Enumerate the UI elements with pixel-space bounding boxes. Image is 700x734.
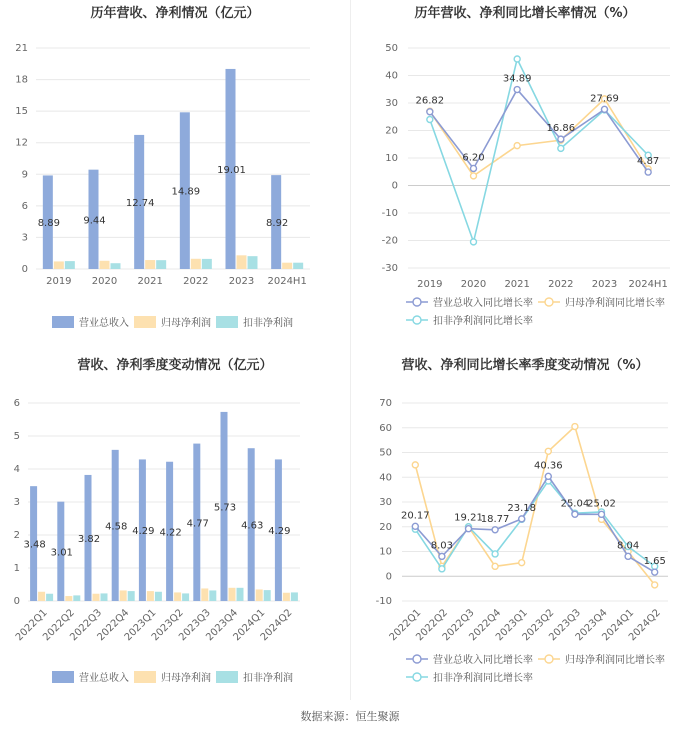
data-point <box>471 173 477 179</box>
data-point <box>439 553 445 559</box>
x-tick-label: 2022Q1 <box>13 607 50 644</box>
legend-marker[interactable] <box>545 655 553 663</box>
y-tick-label: 70 <box>379 398 392 409</box>
y-tick-label: 20 <box>385 125 398 137</box>
bar <box>293 263 303 269</box>
x-tick-label: 2024Q2 <box>626 607 663 644</box>
bar <box>111 263 121 269</box>
annual-growth-rate-chart <box>350 0 700 350</box>
y-tick-label: 30 <box>385 98 398 109</box>
y-tick-label: 1 <box>13 563 20 574</box>
bar <box>229 588 236 601</box>
legend-label: 营业总收入同比增长率 <box>433 298 533 309</box>
data-label: 8.04 <box>616 540 640 552</box>
bar <box>264 590 271 601</box>
bar <box>202 259 212 269</box>
data-point <box>514 56 520 62</box>
x-tick-label: 2024H1 <box>628 279 668 290</box>
chart-svg <box>0 352 350 702</box>
quarterly-revenue-profit-chart <box>0 352 350 702</box>
legend-label: 营业总收入同比增长率 <box>433 655 533 666</box>
x-tick-label: 2021 <box>504 279 530 290</box>
data-point <box>572 511 578 517</box>
y-tick-label: 20 <box>379 521 392 533</box>
data-label: 4.77 <box>186 518 209 530</box>
bar <box>191 259 201 269</box>
data-point <box>652 582 658 588</box>
data-label: 14.89 <box>171 186 201 198</box>
data-point <box>545 473 551 479</box>
data-point <box>427 109 433 115</box>
legend-label: 归母净利润 <box>161 673 211 684</box>
data-label: 16.86 <box>546 123 576 135</box>
bar <box>46 594 53 601</box>
chart-title: 营收、净利同比增长率季度变动情况（%） <box>401 358 649 373</box>
x-tick-label: 2023Q1 <box>493 607 530 644</box>
x-tick-label: 2023Q4 <box>204 607 241 644</box>
legend-swatch[interactable] <box>134 671 156 683</box>
legend-swatch[interactable] <box>52 316 74 328</box>
x-tick-label: 2023Q3 <box>547 607 584 644</box>
legend-label: 归母净利润同比增长率 <box>565 298 665 309</box>
chart-title: 历年营收、净利情况（亿元） <box>90 6 260 21</box>
data-point <box>652 569 658 575</box>
legend-marker[interactable] <box>545 298 553 306</box>
data-label: 25.04 <box>560 498 590 510</box>
y-tick-label: 0 <box>391 180 398 192</box>
x-tick-label: 2022Q3 <box>68 607 105 644</box>
legend-label: 扣非净利润 <box>243 318 293 329</box>
data-label: 4.63 <box>241 520 264 532</box>
legend-swatch[interactable] <box>216 671 238 683</box>
legend-marker[interactable] <box>413 298 421 306</box>
data-label: 23.18 <box>507 502 537 514</box>
data-point <box>471 239 477 245</box>
data-label: 3.82 <box>77 533 101 545</box>
x-tick-label: 2023 <box>591 279 618 290</box>
data-point <box>439 566 445 572</box>
data-point <box>466 526 472 532</box>
legend-marker[interactable] <box>413 316 421 324</box>
x-tick-label: 2022 <box>548 279 574 290</box>
x-tick-label: 2020 <box>91 276 118 287</box>
bar <box>73 595 80 601</box>
x-tick-label: 2024Q1 <box>231 607 268 644</box>
x-tick-label: 2023Q1 <box>122 607 159 644</box>
x-tick-label: 2019 <box>46 276 72 287</box>
data-label: 19.01 <box>217 164 246 176</box>
bar <box>248 256 258 269</box>
data-label: 12.74 <box>125 197 155 209</box>
x-tick-label: 2022Q1 <box>387 607 424 644</box>
series-line <box>415 476 654 572</box>
legend-label: 扣非净利润同比增长率 <box>433 673 533 684</box>
legend-swatch[interactable] <box>52 671 74 683</box>
x-tick-label: 2022Q2 <box>41 607 77 644</box>
data-point <box>599 511 605 517</box>
x-tick-label: 2022 <box>183 276 209 287</box>
data-point <box>558 145 564 151</box>
y-tick-label: -30 <box>381 263 398 274</box>
data-point <box>427 117 433 123</box>
y-tick-label: 40 <box>385 70 398 82</box>
y-tick-label: 10 <box>379 546 392 558</box>
data-point <box>572 424 578 430</box>
bar <box>283 593 290 601</box>
data-point <box>514 87 520 93</box>
y-tick-label: 2 <box>13 530 20 541</box>
data-label: 3.01 <box>50 547 73 559</box>
bar <box>145 260 155 269</box>
series-line <box>430 99 648 176</box>
bar <box>101 593 108 601</box>
y-tick-label: 0 <box>385 571 392 583</box>
data-label: 26.82 <box>415 95 445 107</box>
data-point <box>492 527 498 533</box>
y-tick-label: 3 <box>13 497 20 508</box>
legend-swatch[interactable] <box>216 316 238 328</box>
y-tick-label: 10 <box>385 153 398 164</box>
data-label: 34.89 <box>502 73 532 85</box>
y-tick-label: 18 <box>15 74 28 86</box>
x-tick-label: 2022Q4 <box>467 607 504 644</box>
x-tick-label: 2023Q2 <box>520 607 557 644</box>
bar <box>155 592 162 601</box>
data-label: 25.02 <box>587 498 616 510</box>
bar <box>256 589 263 601</box>
data-point <box>471 165 477 171</box>
y-tick-label: 60 <box>379 422 392 434</box>
data-point <box>492 563 498 569</box>
data-label: 1.65 <box>643 556 666 568</box>
x-tick-label: 2022Q2 <box>414 607 451 644</box>
data-label: 4.29 <box>132 526 155 538</box>
x-tick-label: 2022Q3 <box>440 607 477 644</box>
legend-marker[interactable] <box>413 655 421 663</box>
y-tick-label: 12 <box>15 137 28 149</box>
x-tick-label: 2019 <box>417 279 443 290</box>
y-tick-label: 40 <box>379 472 392 484</box>
legend-label: 营业总收入 <box>79 318 129 329</box>
y-tick-label: 50 <box>379 447 392 459</box>
x-tick-label: 2024Q1 <box>600 607 637 644</box>
data-point <box>412 523 418 529</box>
legend-label: 归母净利润 <box>161 318 211 329</box>
bar <box>54 261 64 269</box>
legend-marker[interactable] <box>413 673 421 681</box>
chart-svg <box>350 352 700 702</box>
x-tick-label: 2023Q2 <box>149 607 186 644</box>
data-label: 40.36 <box>533 460 563 472</box>
data-label: 8.89 <box>37 218 60 230</box>
series-line <box>415 481 654 569</box>
chart-svg <box>350 0 700 350</box>
y-tick-label: 21 <box>15 43 28 54</box>
data-label: 18.77 <box>480 513 510 525</box>
bar <box>100 261 110 269</box>
data-point <box>492 551 498 557</box>
data-point <box>558 136 564 142</box>
bar <box>38 592 45 601</box>
data-label: 4.29 <box>268 526 291 538</box>
bar <box>156 260 166 269</box>
bar <box>120 590 127 601</box>
bar <box>128 591 135 601</box>
data-label: 8.03 <box>430 540 454 552</box>
y-tick-label: 50 <box>385 43 398 54</box>
y-tick-label: 5 <box>13 431 20 442</box>
data-source-footer: 数据来源：恒生聚源 <box>300 710 400 723</box>
bar <box>182 593 189 601</box>
x-tick-label: 2023Q3 <box>177 607 213 644</box>
y-tick-label: 0 <box>13 596 20 607</box>
data-label: 27.69 <box>590 93 619 105</box>
y-tick-label: 6 <box>13 398 20 409</box>
data-point <box>514 143 520 149</box>
data-point <box>412 462 418 468</box>
annual-revenue-profit-chart <box>0 0 350 350</box>
quarterly-growth-rate-chart <box>350 352 700 702</box>
data-point <box>519 516 525 522</box>
data-label: 9.44 <box>83 215 106 227</box>
legend-swatch[interactable] <box>134 316 156 328</box>
bar <box>237 588 244 601</box>
bar <box>291 592 298 601</box>
y-tick-label: -20 <box>381 235 398 247</box>
bar <box>174 592 181 601</box>
y-tick-label: 6 <box>21 200 28 212</box>
chart-title: 历年营收、净利同比增长率情况（%） <box>414 6 636 21</box>
y-tick-label: 30 <box>379 497 392 508</box>
data-label: 8.92 <box>266 218 289 230</box>
y-tick-label: 3 <box>21 232 28 244</box>
bar <box>209 590 216 601</box>
bar <box>237 255 247 269</box>
data-label: 4.22 <box>159 527 182 539</box>
y-tick-label: 9 <box>21 169 28 181</box>
data-label: 6.20 <box>462 152 485 164</box>
bar <box>93 594 100 601</box>
bar <box>282 263 292 269</box>
data-point <box>625 553 631 559</box>
x-tick-label: 2024H1 <box>267 276 307 287</box>
data-point <box>519 560 525 566</box>
data-point <box>645 169 651 175</box>
x-tick-label: 2021 <box>137 276 163 287</box>
data-point <box>545 448 551 454</box>
chart-title: 营收、净利季度变动情况（亿元） <box>77 358 273 373</box>
legend-label: 扣非净利润同比增长率 <box>433 316 533 327</box>
data-label: 5.73 <box>213 502 237 514</box>
x-tick-label: 2024Q2 <box>258 607 295 644</box>
x-tick-label: 2022Q4 <box>95 607 132 644</box>
y-tick-label: 15 <box>15 106 28 118</box>
legend-label: 扣非净利润 <box>243 673 293 684</box>
x-tick-label: 2023 <box>228 276 255 287</box>
series-line <box>430 59 648 242</box>
y-tick-label: -10 <box>381 208 398 219</box>
chart-svg <box>0 0 350 350</box>
data-label: 4.87 <box>637 156 660 168</box>
x-tick-label: 2023Q4 <box>573 607 610 644</box>
y-tick-label: -10 <box>375 596 392 607</box>
data-label: 20.17 <box>400 510 430 522</box>
y-tick-label: 0 <box>21 264 28 275</box>
data-label: 3.48 <box>23 539 46 551</box>
bar <box>147 591 154 601</box>
data-label: 4.58 <box>105 521 128 533</box>
bar <box>65 596 72 601</box>
data-point <box>602 106 608 112</box>
bar <box>65 261 75 269</box>
y-tick-label: 4 <box>13 464 20 475</box>
x-tick-label: 2020 <box>460 279 487 290</box>
bar <box>201 588 208 601</box>
data-label: 19.21 <box>454 512 483 524</box>
legend-label: 归母净利润同比增长率 <box>565 655 665 666</box>
legend-label: 营业总收入 <box>79 673 129 684</box>
